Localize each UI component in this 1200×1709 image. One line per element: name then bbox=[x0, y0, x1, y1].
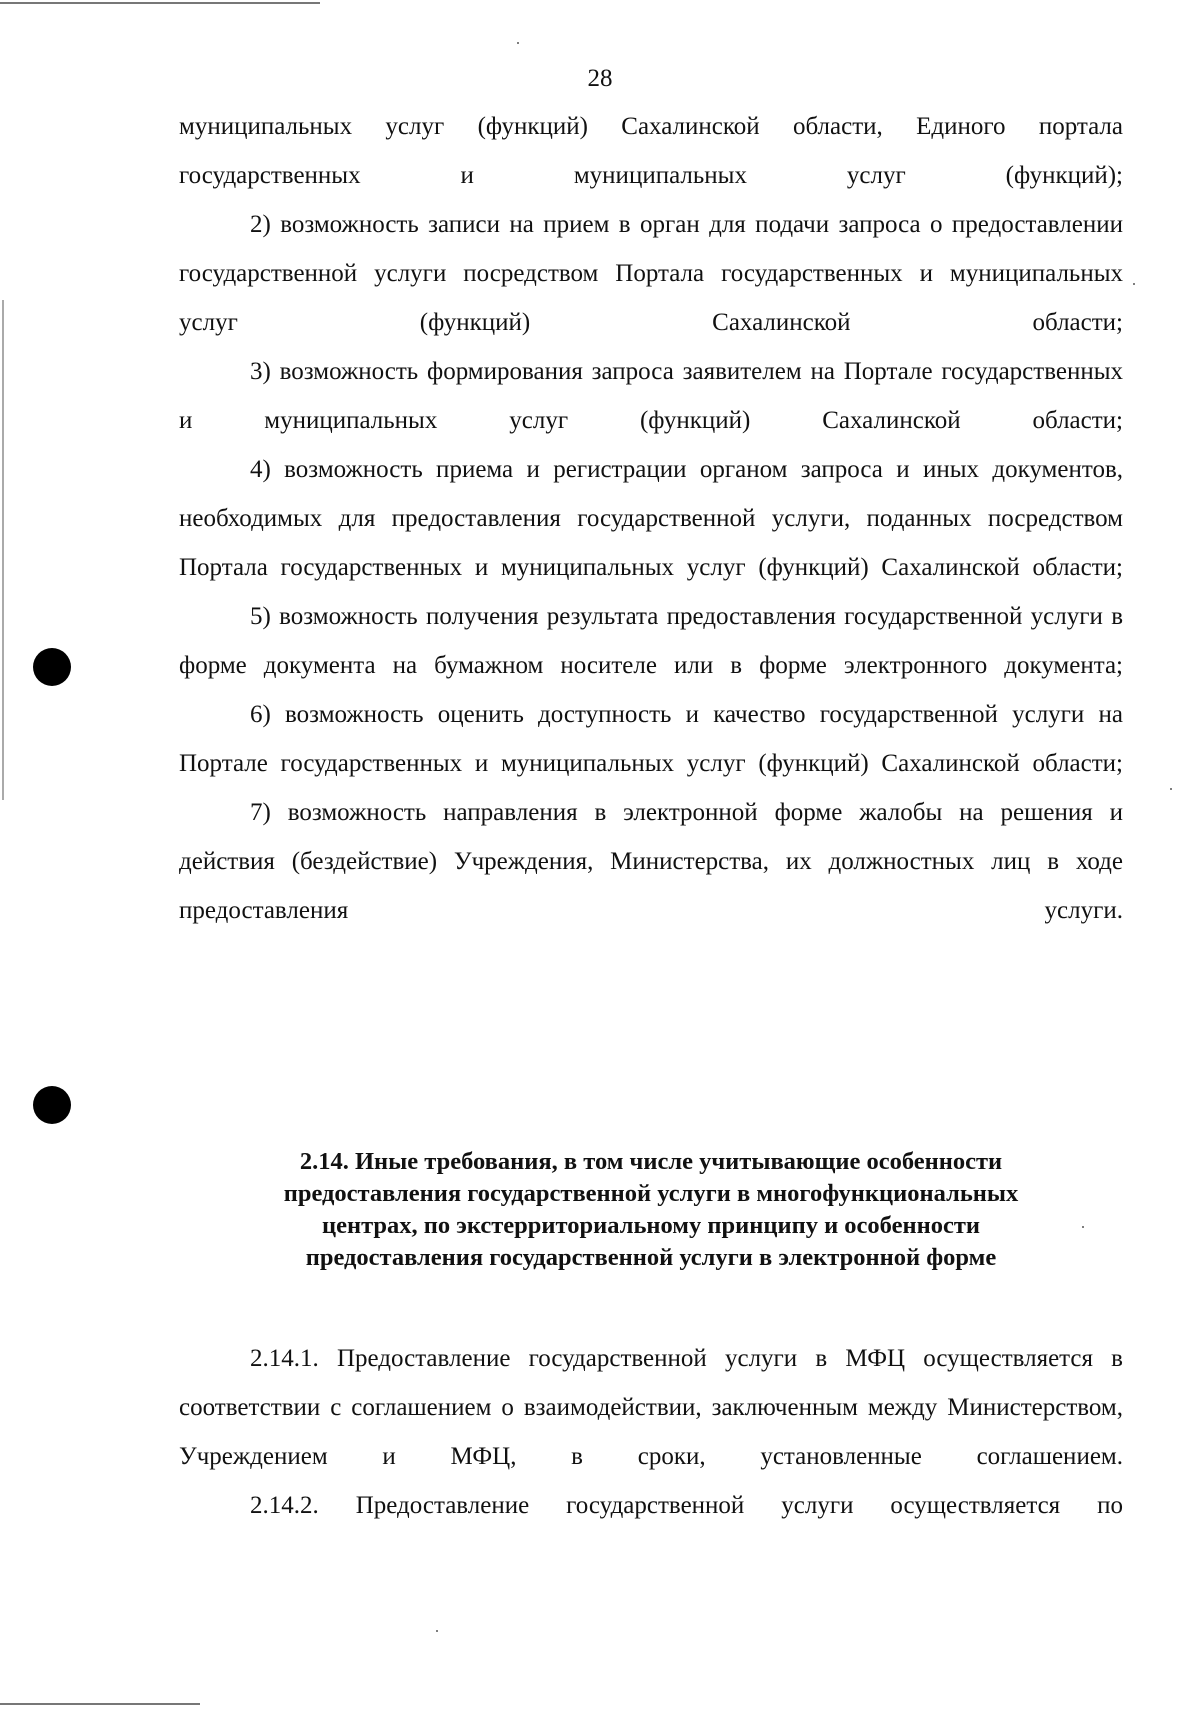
list-item-2: 2) возможность записи на прием в орган для подачи запроса о предоставлении государственной услуги посредством Портала государственных и муниципальных услуг (функций) Сахалинской области; bbox=[179, 211, 1123, 336]
section-heading-2-14 bbox=[179, 1146, 1123, 1274]
clause-2-14-2: 2.14.2. Предоставление государственной услуги осуществляется по bbox=[250, 1492, 1123, 1519]
page-number: 28 bbox=[587, 65, 613, 92]
scan-speck bbox=[1133, 283, 1135, 285]
body-text-bottom bbox=[179, 1334, 1123, 1530]
paragraph-continuation: муниципальных услуг (функций) Сахалинской области, Единого портала государственных и муниципальных услуг (функций); bbox=[179, 113, 1123, 189]
scan-speck bbox=[1170, 788, 1172, 790]
list-item-6: 6) возможность оценить доступность и качество государственной услуги на Портале государственных и муниципальных услуг (функций) Сахалинской области; bbox=[179, 701, 1123, 777]
scan-speck bbox=[517, 42, 519, 44]
scan-edge-top bbox=[0, 2, 320, 4]
punch-hole bbox=[33, 648, 71, 686]
heading-line: предоставления государственной услуги в многофункциональных bbox=[283, 1180, 1019, 1207]
heading-line: предоставления государственной услуги в электронной форме bbox=[305, 1244, 997, 1271]
body-text-top bbox=[179, 102, 1123, 935]
heading-line: центрах, по экстерриториальному принципу и особенности bbox=[321, 1212, 980, 1239]
scan-edge-bottom bbox=[0, 1703, 200, 1705]
scan-edge-left bbox=[2, 300, 4, 800]
clause-2-14-1: 2.14.1. Предоставление государственной услуги в МФЦ осуществляется в соответствии с соглашением о взаимодействии, заключенным между Министерством, Учреждением и МФЦ, в сроки, установленные соглашением. bbox=[179, 1345, 1123, 1470]
list-item-3: 3) возможность формирования запроса заявителем на Портале государственных и муниципальных услуг (функций) Сахалинской области; bbox=[179, 358, 1123, 434]
punch-hole bbox=[33, 1086, 71, 1124]
list-item-4: 4) возможность приема и регистрации органом запроса и иных документов, необходимых для предоставления государственной услуги, поданных посредством Портала государственных и муниципальных услуг (функций) Сахалинской области; bbox=[179, 456, 1123, 581]
list-item-7: 7) возможность направления в электронной форме жалобы на решения и действия (бездействие) Учреждения, Министерства, их должностных лиц в ходе предоставления услуги. bbox=[179, 799, 1123, 924]
scan-speck bbox=[436, 1630, 438, 1632]
list-item-5: 5) возможность получения результата предоставления государственной услуги в форме документа на бумажном носителе или в форме электронного документа; bbox=[179, 603, 1123, 679]
heading-line: 2.14. Иные требования, в том числе учитывающие особенности bbox=[299, 1148, 1003, 1175]
